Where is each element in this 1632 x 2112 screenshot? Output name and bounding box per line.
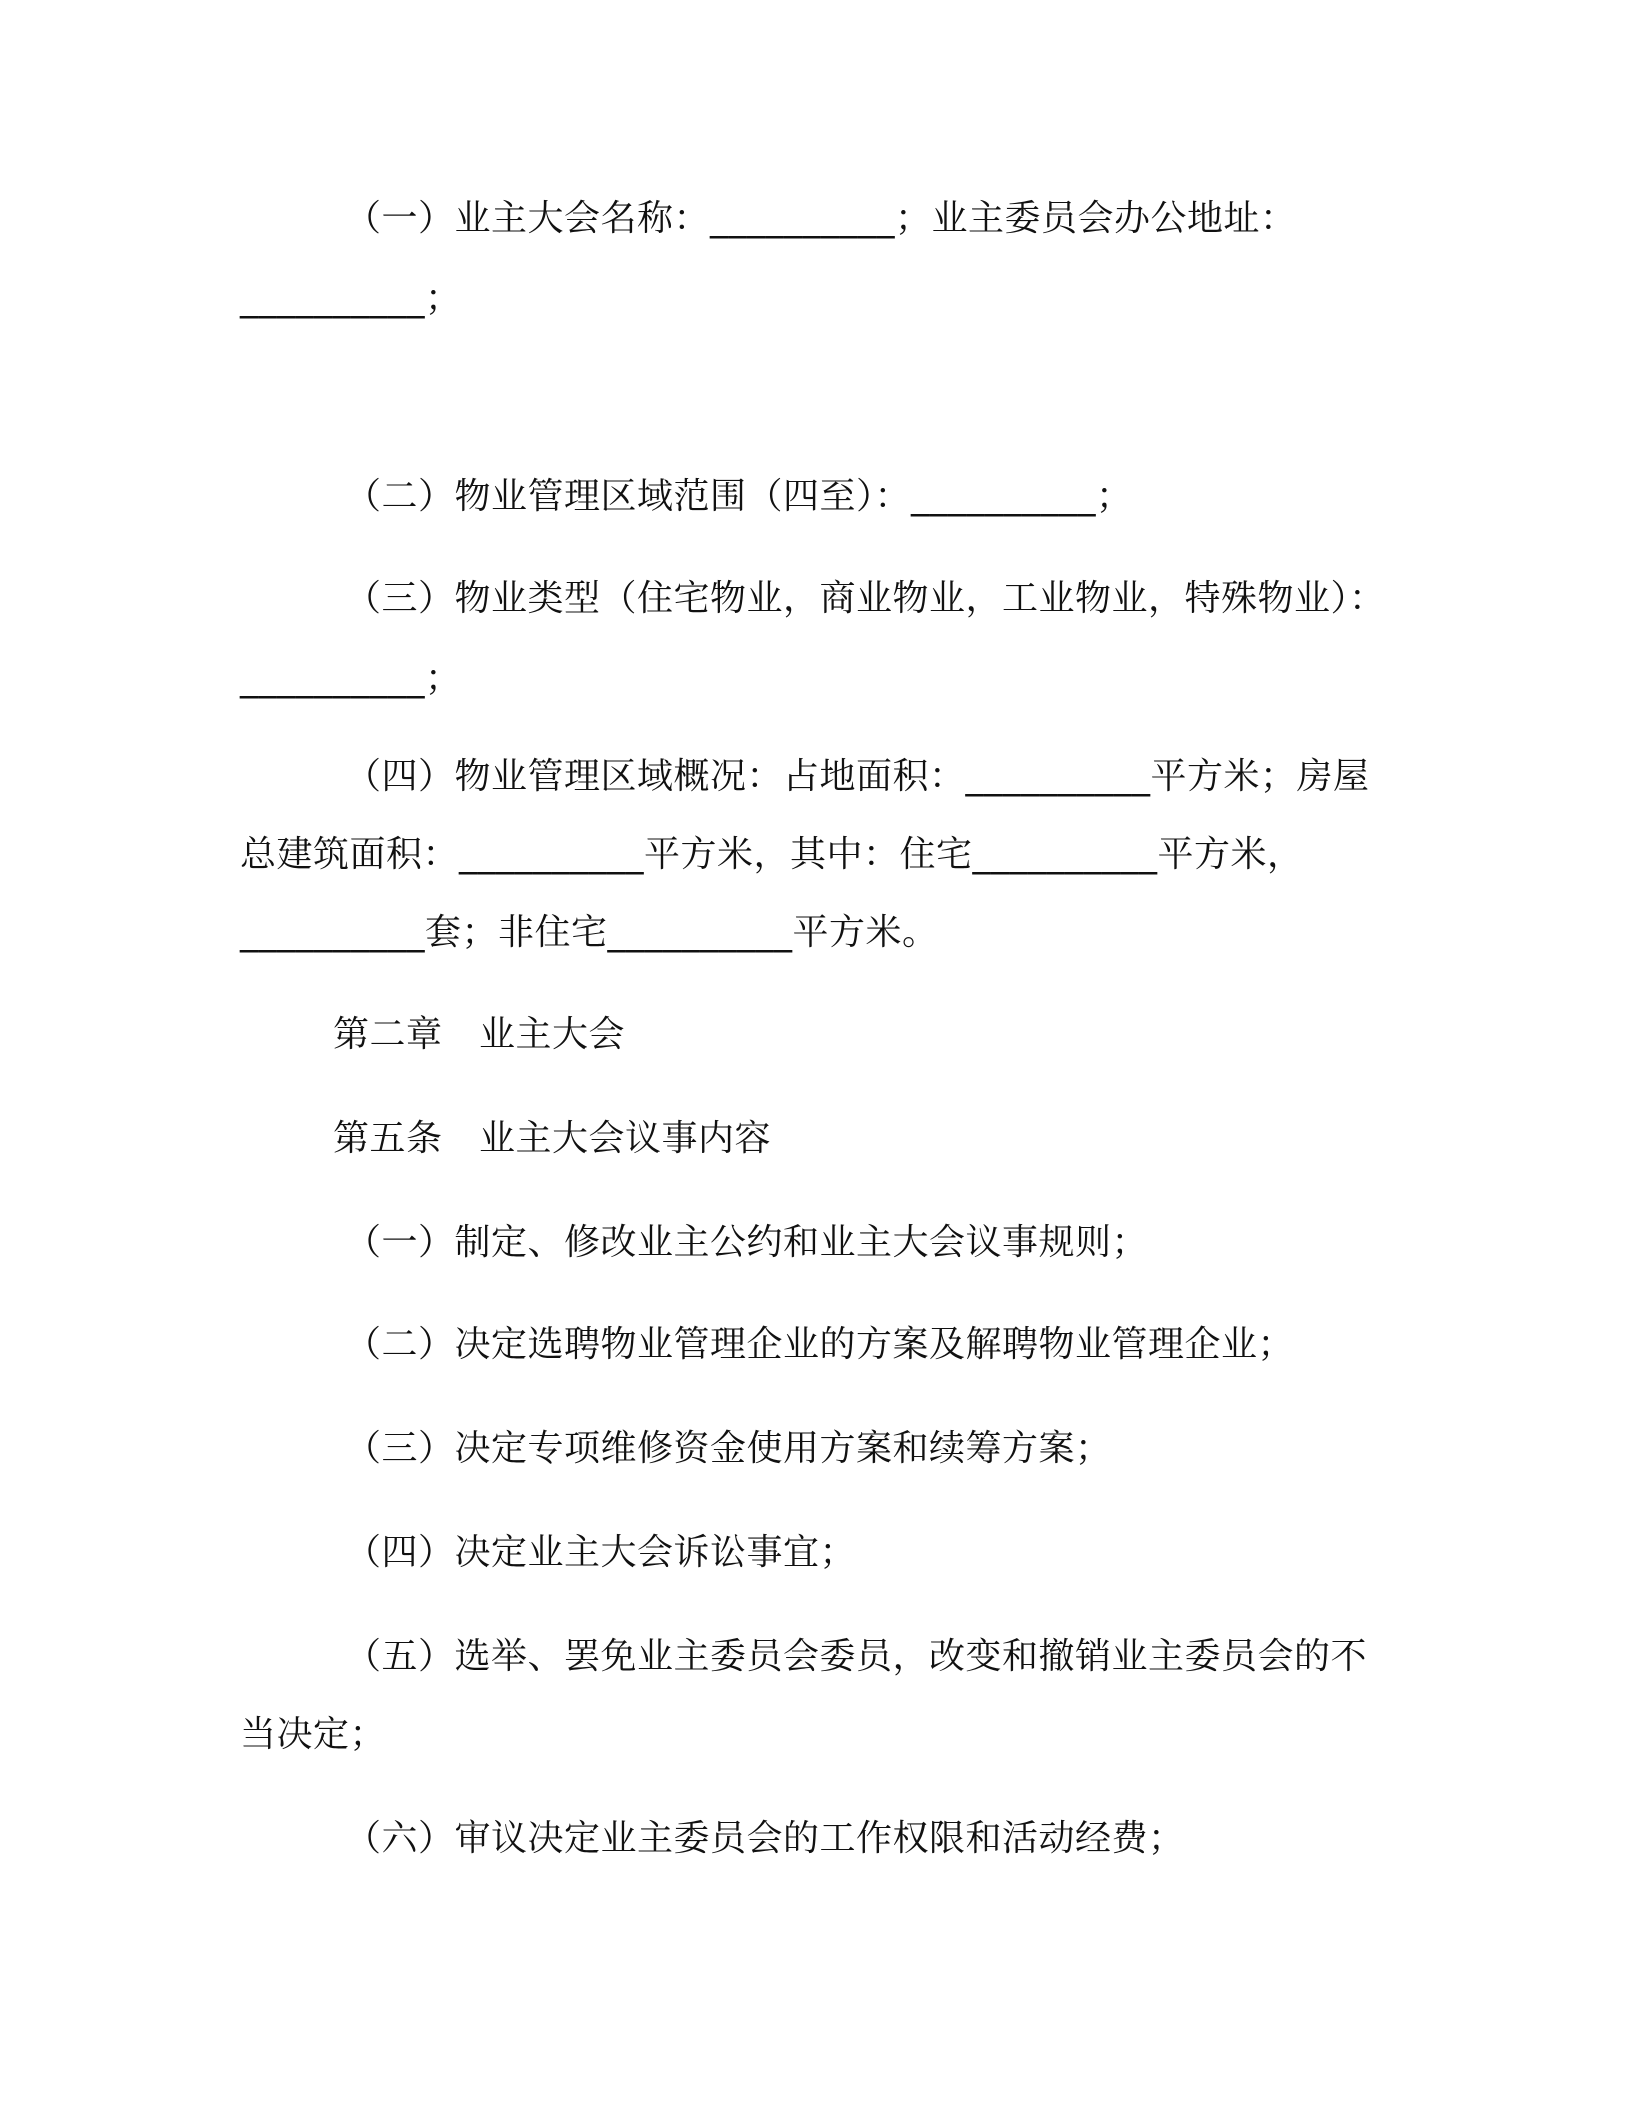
clause-3-type-blank-line: __________； bbox=[240, 658, 462, 699]
clause-3-type-line: （三）物业类型（住宅物业，商业物业，工业物业，特殊物业）： bbox=[345, 578, 1386, 619]
chapter-heading: 第二章 业主大会 bbox=[333, 1014, 626, 1055]
item-6-line: （六）审议决定业主委员会的工作权限和活动经费； bbox=[345, 1818, 1185, 1859]
clause-2-scope-line: （二）物业管理区域范围（四至）：__________； bbox=[345, 476, 1133, 517]
item-5-line: （五）选举、罢免业主委员会委员，改变和撤销业主委员会的不 bbox=[345, 1636, 1368, 1677]
clause-1-address-line: __________； bbox=[240, 278, 462, 319]
clause-4-units-line: __________套；非住宅__________平方米。 bbox=[240, 912, 939, 953]
item-3-line: （三）决定专项维修资金使用方案和续筹方案； bbox=[345, 1428, 1112, 1469]
clause-1-name-line: （一）业主大会名称：__________；业主委员会办公地址： bbox=[345, 198, 1297, 239]
item-2-line: （二）决定选聘物业管理企业的方案及解聘物业管理企业； bbox=[345, 1324, 1295, 1365]
item-4-line: （四）决定业主大会诉讼事宜； bbox=[345, 1532, 857, 1573]
clause-4-area-line: 总建筑面积：__________平方米，其中：住宅__________平方米， bbox=[240, 834, 1304, 875]
item-5-continuation-line: 当决定； bbox=[240, 1714, 387, 1755]
item-1-line: （一）制定、修改业主公约和业主大会议事规则； bbox=[345, 1222, 1149, 1263]
clause-4-overview-line: （四）物业管理区域概况：占地面积：__________平方米；房屋 bbox=[345, 756, 1370, 797]
article-heading: 第五条 业主大会议事内容 bbox=[333, 1118, 772, 1159]
